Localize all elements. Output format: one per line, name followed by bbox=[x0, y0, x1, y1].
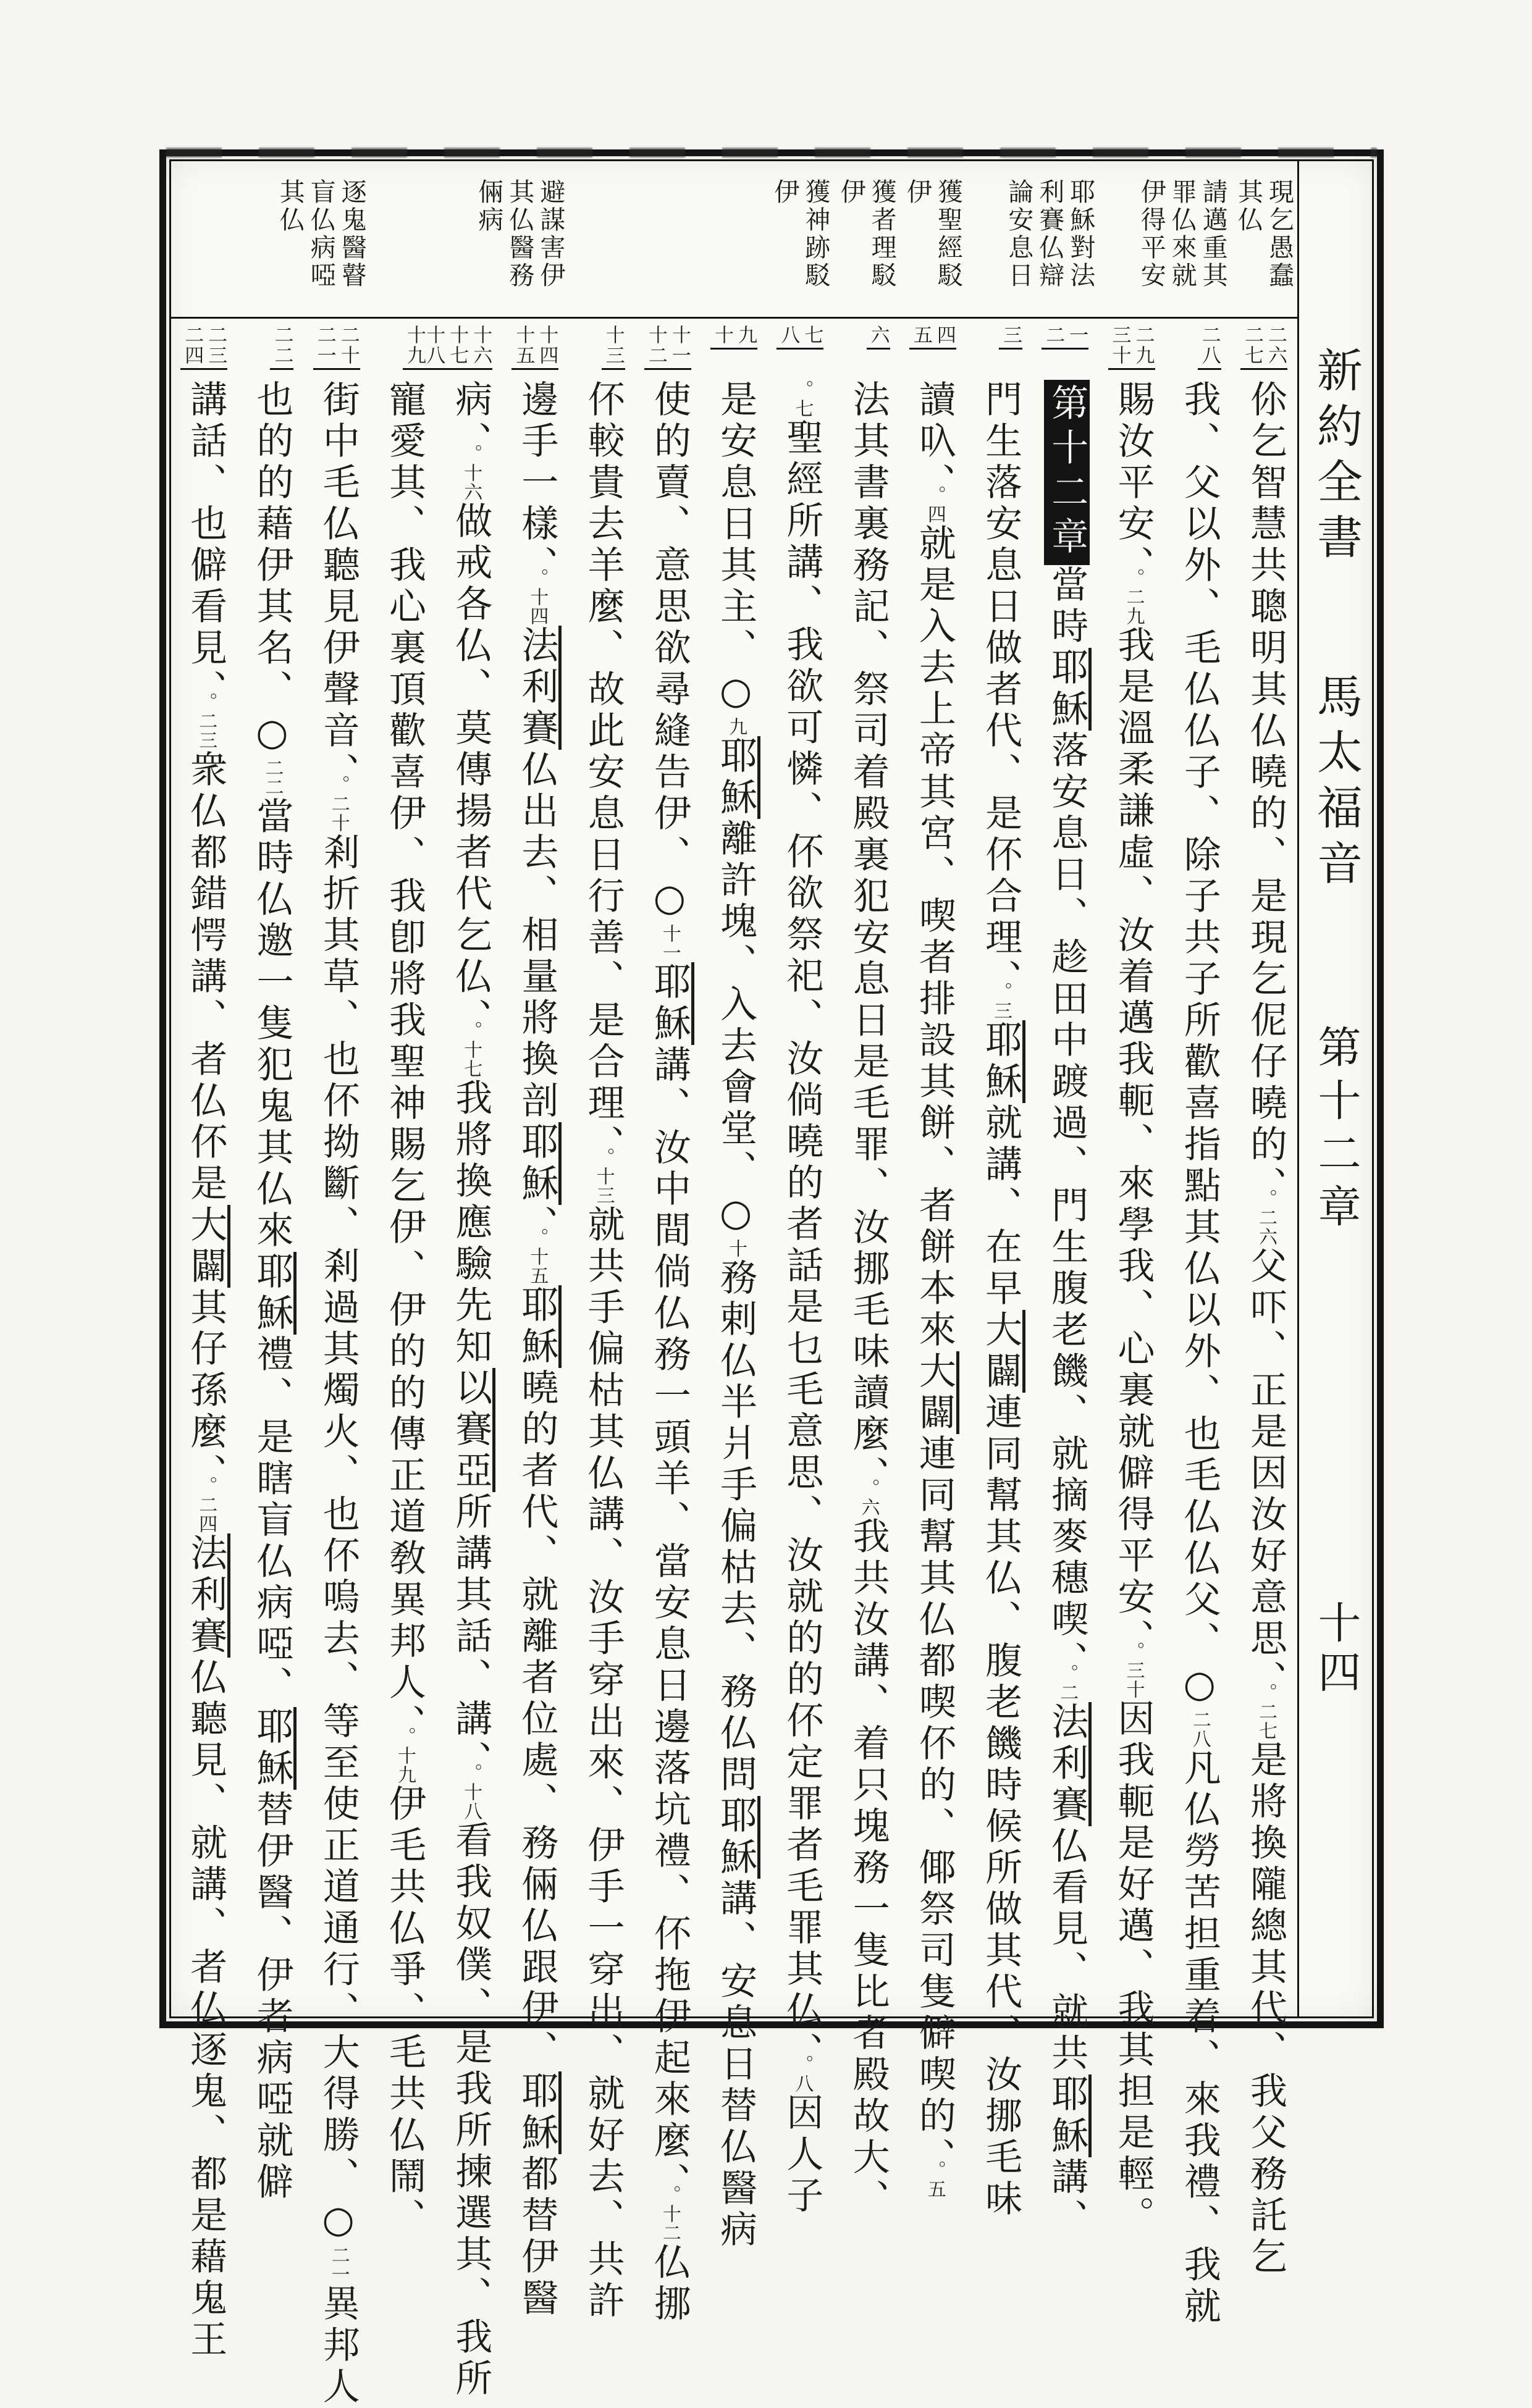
margin-note-line: 避謀害伊 bbox=[536, 178, 566, 290]
margin-note-line: 其仏 bbox=[275, 178, 305, 234]
proper-name: 耶穌 bbox=[714, 1796, 760, 1879]
inline-verse-marker: 。五 bbox=[924, 2160, 946, 2199]
text-run: 也的的藉伊其名、○ bbox=[250, 380, 294, 758]
margin-note-line: 盲仏病啞 bbox=[306, 178, 336, 290]
text-column bbox=[568, 380, 634, 2322]
inline-verse-marker: 十 bbox=[725, 1239, 747, 1258]
verse-number: 二七 bbox=[1240, 325, 1264, 370]
margin-note-line: 獲聖經駁 bbox=[933, 178, 963, 290]
text-columns bbox=[171, 380, 1297, 2408]
text-run: 務剌仏半爿手偏枯去、務仏問 bbox=[714, 1258, 758, 1796]
text-run: 其仔孫麼、 bbox=[184, 1288, 228, 1476]
verse-number: 二 bbox=[1042, 325, 1065, 350]
inline-verse-marker: 。八 bbox=[791, 2055, 814, 2093]
gospel-title: 馬太福音 bbox=[1310, 673, 1363, 895]
inline-verse-marker: 。十九 bbox=[394, 1727, 416, 1784]
text-run: 離許塊、入去會堂、○ bbox=[714, 819, 758, 1239]
margin-note-line: 罪仏來就 bbox=[1167, 178, 1197, 290]
text-run: 我是溫柔謙虛、汝着邁我軛、來學我、心裏就僻得平安、 bbox=[1111, 626, 1155, 1642]
text-run: 都替伊醫 bbox=[515, 2154, 559, 2320]
text-run: 伊毛共仏爭、毛共仏鬧、 bbox=[382, 1784, 426, 2239]
text-run: 因人子 bbox=[780, 2093, 824, 2217]
text-run: 曉的者代、就離者位處、務倆仏跟伊、 bbox=[515, 1368, 559, 2071]
text-run: 我共汝講、着只塊務一隻比者殿故大、 bbox=[846, 1517, 890, 2220]
text-column bbox=[436, 380, 502, 2400]
margin-note-line: 其仏醫務 bbox=[505, 178, 535, 290]
inline-verse-marker: 。二三 bbox=[195, 692, 217, 750]
verse-number-group bbox=[511, 325, 558, 370]
verse-number-cell bbox=[303, 319, 369, 382]
text-run: 剎折其草、也伓拗斷、剎過其燭火、也伓嗚去、等至使正道通行、大得勝、○ bbox=[316, 833, 360, 2246]
margin-note-line: 請邁重其 bbox=[1198, 178, 1228, 290]
verse-number: 九 bbox=[734, 325, 757, 350]
proper-name: 以賽亞 bbox=[449, 1368, 495, 1492]
margin-note-cell bbox=[370, 161, 436, 317]
text-column bbox=[767, 380, 833, 2217]
verse-number: 四 bbox=[933, 325, 956, 350]
chapter-heading-inverted: 第十二章 bbox=[1044, 380, 1090, 565]
text-column bbox=[303, 380, 369, 2408]
text-run: 是安息日其主、○ bbox=[714, 380, 758, 717]
text-column bbox=[1098, 380, 1164, 2237]
text-column bbox=[833, 380, 899, 2220]
verse-number-cell bbox=[1032, 319, 1098, 382]
text-column bbox=[1165, 380, 1231, 2328]
text-column bbox=[900, 380, 966, 2199]
inline-verse-marker: 。十二 bbox=[659, 2185, 681, 2242]
verse-number-group bbox=[710, 325, 757, 350]
inline-verse-marker: 。二 bbox=[1056, 1664, 1079, 1702]
verse-number-group bbox=[1240, 325, 1287, 370]
margin-note-cell bbox=[1004, 161, 1098, 317]
text-column bbox=[966, 380, 1032, 2220]
margin-note-cell bbox=[635, 161, 701, 317]
text-run: 就是入去上帝其宮、喫者排設其餅、者餅本來 bbox=[912, 524, 956, 1351]
verse-number: 十九 bbox=[403, 325, 426, 370]
margin-note-line: 獲神跡駁 bbox=[801, 178, 831, 290]
margin-note-line: 伊 bbox=[770, 178, 800, 206]
text-run: 、 bbox=[515, 1205, 559, 1228]
text-run: 連同幫其仏、腹老饑時候所做其代、汝挪毛味 bbox=[979, 1393, 1023, 2220]
verse-number-cell bbox=[900, 319, 966, 382]
margin-note bbox=[769, 178, 831, 290]
proper-name: 法利賽 bbox=[184, 1533, 230, 1658]
verse-number-group bbox=[644, 325, 691, 370]
margin-note-cell bbox=[436, 161, 502, 317]
chapter-heading: 第十二章 bbox=[1311, 1025, 1362, 1237]
inline-verse-marker: 九 bbox=[725, 717, 747, 736]
text-run: 仏看見、就共 bbox=[1045, 1826, 1089, 2074]
margin-note-cell bbox=[900, 161, 966, 317]
inline-verse-marker: 。二四 bbox=[195, 1476, 217, 1533]
text-run: 仏出去、相量將換剖 bbox=[515, 750, 559, 1122]
text-run: 看我奴僕、是我所揀選其、我所 bbox=[449, 1821, 493, 2400]
proper-name: 耶穌 bbox=[515, 1285, 562, 1368]
verse-number-group bbox=[270, 325, 293, 370]
verse-number: 十五 bbox=[511, 325, 535, 370]
page-frame-inner-rule bbox=[169, 159, 1374, 2408]
inline-verse-marker: 。七 bbox=[791, 380, 814, 418]
proper-name: 耶穌 bbox=[1045, 2074, 1092, 2157]
verse-number-group bbox=[602, 325, 625, 370]
inline-verse-marker: 。二九 bbox=[1122, 568, 1145, 626]
text-column bbox=[1231, 380, 1297, 2278]
verse-number: 十一 bbox=[668, 325, 691, 370]
inline-verse-marker: 。三十 bbox=[1122, 1642, 1145, 1699]
text-column bbox=[1032, 380, 1098, 2240]
verse-number: 三十 bbox=[1108, 325, 1132, 370]
inline-verse-marker: 。四 bbox=[924, 485, 946, 524]
text-run: 連同幫其仏都喫伓的、倻祭司隻僻喫的、 bbox=[912, 1434, 956, 2160]
margin-note-cell bbox=[767, 161, 833, 317]
text-run: 替伊醫、伊者病啞就僻 bbox=[250, 1790, 294, 2204]
text-run: 使的賣、意思欲尋縫告伊、○ bbox=[647, 380, 691, 924]
margin-note bbox=[836, 178, 898, 290]
verse-number: 十八 bbox=[422, 325, 445, 370]
text-run: 法其書裏務記、祭司着殿裏犯安息日是毛罪、汝挪毛味讀麼、 bbox=[846, 380, 890, 1479]
text-run: 講、安息日替仏醫病 bbox=[714, 1879, 758, 2251]
verse-number-group bbox=[180, 325, 227, 370]
verse-number-group bbox=[909, 325, 956, 350]
verse-number-group bbox=[777, 325, 823, 350]
verse-number: 二六 bbox=[1264, 325, 1287, 370]
book-title: 新約全書 bbox=[1310, 346, 1363, 569]
proper-name: 大闢 bbox=[184, 1205, 230, 1288]
verse-number-group bbox=[999, 325, 1022, 350]
margin-note-cell bbox=[833, 161, 899, 317]
verse-number: 六 bbox=[867, 325, 890, 350]
text-run: 就共手偏枯其仏講、汝手穿出來、伊手一穿出、就好去、共許 bbox=[581, 1205, 625, 2322]
text-column bbox=[171, 380, 237, 2361]
margin-notes-band bbox=[171, 161, 1297, 317]
inline-verse-marker: 。二六 bbox=[1255, 1189, 1277, 1246]
margin-note-line: 利賽仏辯 bbox=[1035, 178, 1065, 290]
verse-number-cell bbox=[1098, 319, 1164, 382]
verse-number-cell bbox=[237, 319, 303, 382]
inline-verse-marker: 二二 bbox=[261, 758, 284, 797]
margin-note-line: 其仏 bbox=[1234, 178, 1263, 234]
inline-verse-marker: 十一 bbox=[659, 924, 681, 962]
text-run: 講、汝中間倘仏務一頭羊、當安息日邊落坑禮、伓拖伊起來麼、 bbox=[647, 1045, 691, 2185]
verse-number: 二八 bbox=[1198, 325, 1221, 370]
text-run: 門生落安息日做者代、是伓合理、 bbox=[979, 380, 1023, 982]
inline-verse-marker: 。十六 bbox=[460, 444, 482, 501]
proper-name: 法利賽 bbox=[515, 626, 562, 750]
text-run: 寵愛其、我心裏頂歡喜伊、我卽將我聖神賜乞伊、伊的的傳正道敎異邦人、 bbox=[382, 380, 426, 1727]
margin-note-line: 伊 bbox=[836, 178, 866, 206]
text-run: 伱乞智慧共聰明其仏曉的、是現乞伲仔曉的、 bbox=[1244, 380, 1287, 1189]
verse-number: 二二 bbox=[270, 325, 293, 370]
text-column bbox=[237, 380, 303, 2204]
margin-note-cell bbox=[1098, 161, 1164, 317]
margin-note-cell bbox=[474, 161, 568, 317]
text-run: 異邦人 bbox=[316, 2284, 360, 2408]
inline-verse-marker: 。十四 bbox=[526, 568, 549, 626]
verse-number: 十 bbox=[710, 325, 734, 350]
proper-name: 耶穌 bbox=[515, 2071, 562, 2154]
text-run: 賜汝平安、 bbox=[1111, 380, 1155, 568]
text-run: 就講、在早 bbox=[979, 1103, 1023, 1310]
verse-number-group bbox=[403, 325, 426, 370]
verse-number-cell bbox=[171, 319, 237, 382]
title-column bbox=[1297, 161, 1372, 2016]
text-column bbox=[701, 380, 767, 2251]
text-column bbox=[370, 380, 436, 2239]
text-run: 我、父以外、毛仏仏子、除子共子所歡喜指點其仏以外、也毛仏仏父、○ bbox=[1177, 380, 1221, 1710]
margin-note-line: 伊得平安 bbox=[1136, 178, 1166, 290]
verse-number-cell bbox=[833, 319, 899, 382]
inline-verse-marker: 二八 bbox=[1189, 1710, 1211, 1748]
text-run: 仏挪 bbox=[647, 2242, 691, 2325]
verse-number: 十二 bbox=[644, 325, 668, 370]
inline-verse-marker: 。十七 bbox=[460, 1021, 482, 1078]
text-run: 禮、是瞎盲仏病啞、 bbox=[250, 1335, 294, 1707]
text-run: 講、 bbox=[1045, 2157, 1089, 2240]
margin-note-line: 論安息日 bbox=[1004, 178, 1034, 290]
inline-verse-marker: 。三 bbox=[990, 982, 1012, 1020]
verse-number: 七 bbox=[800, 325, 823, 350]
body-text-band bbox=[171, 380, 1297, 2408]
verse-number-cell bbox=[502, 319, 568, 382]
margin-note-cell bbox=[701, 161, 767, 317]
text-run: 我將換應驗先知 bbox=[449, 1078, 493, 1368]
verse-number: 二九 bbox=[1132, 325, 1155, 370]
text-run: 是將換隴總其代、我父務託乞 bbox=[1244, 1740, 1287, 2278]
verse-number-cell bbox=[1165, 319, 1231, 382]
proper-name: 法利賽 bbox=[1045, 1702, 1092, 1826]
proper-name: 耶穌 bbox=[714, 736, 760, 819]
text-run: 做戒各仏、莫傳揚者代乞仏、 bbox=[449, 501, 493, 1021]
text-run: 衆仏都錯愕講、者仏伓是 bbox=[184, 750, 228, 1205]
text-run: 講話、也僻看見、 bbox=[184, 380, 228, 692]
margin-note bbox=[1233, 178, 1295, 290]
verse-number-cell bbox=[568, 319, 634, 382]
verse-number: 一 bbox=[1065, 325, 1088, 350]
verse-number-cell bbox=[423, 319, 502, 382]
inline-verse-marker: 。二七 bbox=[1255, 1683, 1277, 1740]
verse-number-row bbox=[171, 319, 1297, 382]
margin-note-line: 逐鬼醫瞽 bbox=[337, 178, 367, 290]
margin-notes-row bbox=[171, 161, 1297, 317]
verse-number-cell bbox=[1231, 319, 1297, 382]
margin-note-line: 現乞愚蠢 bbox=[1265, 178, 1294, 290]
inline-verse-marker: 。二十 bbox=[327, 775, 350, 833]
verse-number: 十四 bbox=[535, 325, 558, 370]
inline-verse-marker: 。六 bbox=[857, 1479, 880, 1517]
margin-note-cell bbox=[171, 161, 237, 317]
inline-verse-marker: 。十八 bbox=[460, 1763, 482, 1821]
verse-number: 十三 bbox=[602, 325, 625, 370]
proper-name: 耶穌 bbox=[979, 1020, 1025, 1103]
proper-name: 大闢 bbox=[913, 1351, 959, 1434]
verse-number: 二十 bbox=[337, 325, 360, 370]
proper-name: 耶穌 bbox=[648, 962, 694, 1045]
text-column bbox=[635, 380, 701, 2325]
proper-name: 耶穌 bbox=[250, 1252, 297, 1335]
margin-note-line: 倆病 bbox=[474, 178, 504, 234]
proper-name: 耶穌 bbox=[1045, 648, 1092, 731]
text-run: 當時 bbox=[1045, 565, 1089, 648]
text-run: 落安息日、趁田中踱過、門生腹老饑、就摘麥穗喫、 bbox=[1045, 731, 1089, 1664]
verse-number-cell bbox=[767, 319, 833, 382]
margin-note-cell bbox=[237, 161, 303, 317]
text-run: 邊手一樣、 bbox=[515, 380, 559, 568]
text-run: 因我軛是好邁、我其担是輕。 bbox=[1111, 1699, 1155, 2237]
verse-number: 三 bbox=[999, 325, 1022, 350]
page-frame bbox=[159, 149, 1384, 2408]
text-run: 街中毛仏聽見伊聲音、 bbox=[316, 380, 360, 775]
folio-number: 十四 bbox=[1311, 1600, 1362, 1699]
text-run: 父吓、正是因汝好意思、 bbox=[1244, 1246, 1287, 1683]
main-block bbox=[171, 161, 1297, 2408]
margin-note-cell bbox=[966, 161, 1032, 317]
verse-number-group bbox=[867, 325, 890, 350]
verse-number-band bbox=[171, 317, 1297, 382]
verse-number: 八 bbox=[777, 325, 800, 350]
verse-number-cell bbox=[370, 319, 436, 382]
text-run: 聖經所講、我欲可憐、伓欲祭祀、汝倘曉的者話是乜毛意思、汝就的的伓定罪者毛罪其仏、 bbox=[780, 418, 824, 2055]
text-run: 病、 bbox=[449, 380, 493, 444]
text-run: 當時仏邀一隻犯鬼其仏來 bbox=[250, 797, 294, 1252]
margin-note-cell bbox=[275, 161, 369, 317]
verse-number: 十七 bbox=[445, 325, 469, 370]
margin-note-line: 耶穌對法 bbox=[1066, 178, 1096, 290]
margin-note-cell bbox=[1136, 161, 1231, 317]
proper-name: 耶穌 bbox=[250, 1707, 297, 1790]
proper-name: 大闢 bbox=[979, 1310, 1025, 1393]
verse-number: 二一 bbox=[313, 325, 337, 370]
verse-number-cell bbox=[635, 319, 701, 382]
verse-number-group bbox=[1108, 325, 1155, 370]
margin-note-cell bbox=[1231, 161, 1297, 317]
proper-name: 耶穌 bbox=[515, 1122, 562, 1205]
margin-note-cell bbox=[568, 161, 634, 317]
text-run: 所講其話、講、 bbox=[449, 1492, 493, 1763]
verse-number: 五 bbox=[909, 325, 933, 350]
verse-number-group bbox=[1198, 325, 1221, 370]
scan-smudge bbox=[166, 148, 1377, 157]
verse-number: 二三 bbox=[204, 325, 227, 370]
inline-verse-marker: 。十三 bbox=[592, 1147, 615, 1205]
text-column bbox=[502, 380, 568, 2320]
verse-number: 二四 bbox=[180, 325, 204, 370]
text-run: 伓較貴去羊麼、故此安息日行善、是合理、 bbox=[581, 380, 625, 1147]
text-run: 讀叺、 bbox=[912, 380, 956, 485]
text-run: 凡仏勞苦担重着、來我禮、我就 bbox=[1177, 1748, 1221, 2328]
inline-verse-marker: 。十五 bbox=[526, 1228, 549, 1285]
verse-number-cell bbox=[701, 319, 767, 382]
verse-number-cell bbox=[966, 319, 1032, 382]
inline-verse-marker: 二一 bbox=[327, 2246, 350, 2284]
verse-number-group bbox=[1042, 325, 1088, 350]
margin-note-line: 伊 bbox=[902, 178, 932, 206]
margin-note-line: 獲者理駁 bbox=[867, 178, 897, 290]
text-run: 仏聽見、就講、者仏逐鬼、都是藉鬼王 bbox=[184, 1658, 228, 2361]
verse-number: 十六 bbox=[469, 325, 492, 370]
margin-note bbox=[902, 178, 964, 290]
verse-number-group bbox=[313, 325, 360, 370]
